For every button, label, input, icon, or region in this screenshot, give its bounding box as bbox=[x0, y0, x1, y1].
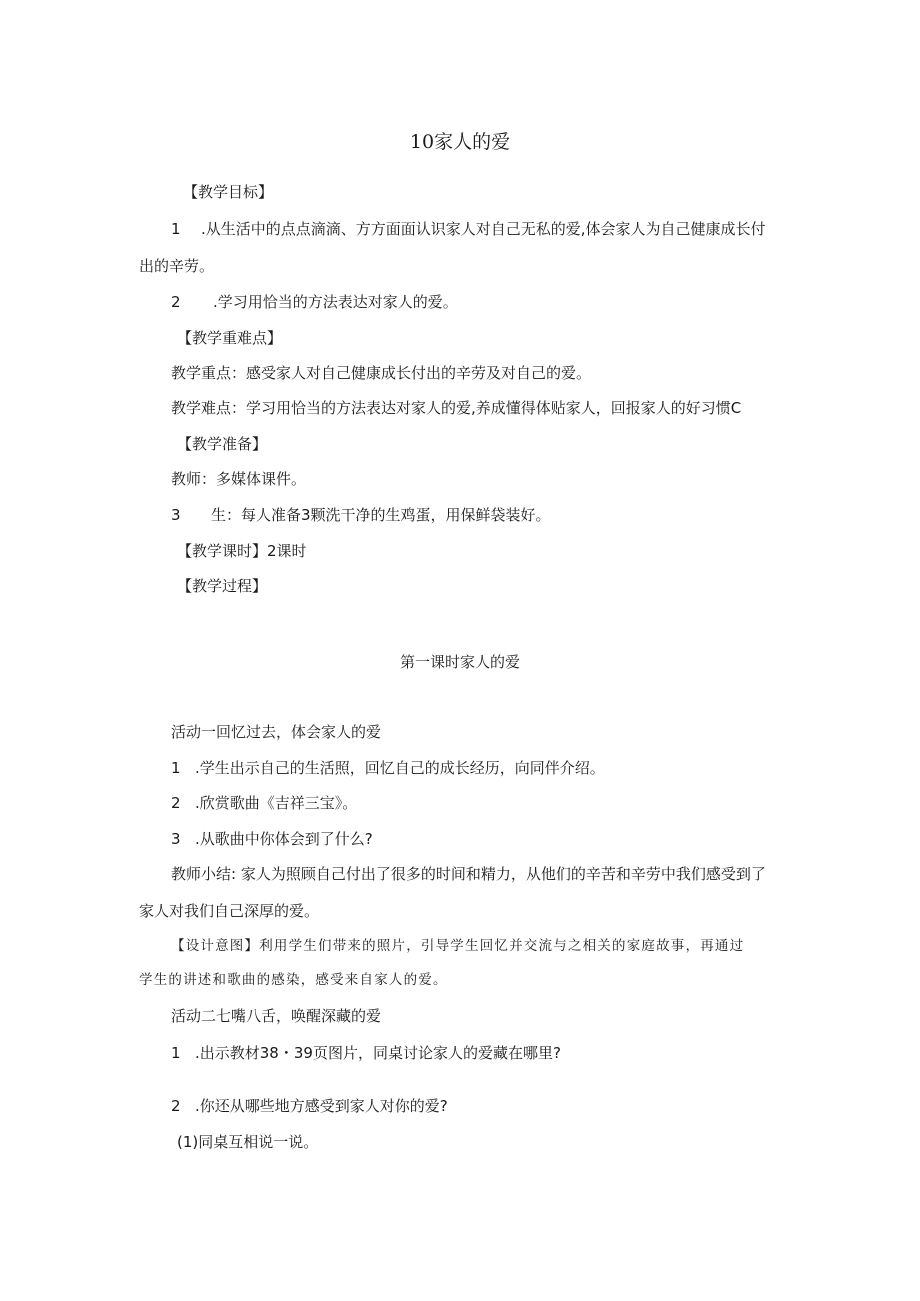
preparation-student bbox=[171, 505, 551, 525]
activity-2-item-1-number: 1 bbox=[171, 1044, 181, 1062]
activity-2-item-1-text: .出示教材38・39页图片，同桌讨论家人的爱藏在哪里? bbox=[195, 1044, 561, 1062]
activity-1-title: 活动一回忆过去，体会家人的爱 bbox=[171, 723, 382, 741]
goal-2-text: .学习用恰当的方法表达对家人的爱。 bbox=[213, 293, 458, 311]
process-heading: 【教学过程】 bbox=[177, 577, 268, 595]
lesson-1-title: 第一课时家人的爱 bbox=[399, 653, 520, 671]
activity-1-item-3-text: .从歌曲中你体会到了什么? bbox=[195, 830, 373, 848]
activity-1-item-2-number: 2 bbox=[171, 794, 181, 812]
key-point: 教学重点：感受家人对自己健康成长付出的辛劳及对自己的爱。 bbox=[171, 364, 592, 382]
activity-1-item-2-text: .欣赏歌曲《吉祥三宝》。 bbox=[195, 794, 358, 812]
preparation-student-number: 3 bbox=[171, 506, 181, 524]
activity-1-item-1 bbox=[171, 758, 605, 778]
goal-2-number: 2 bbox=[171, 293, 181, 311]
activity-1-item-3-number: 3 bbox=[171, 830, 181, 848]
preparation-student-text: 生：每人准备3颗洗干净的生鸡蛋，用保鲜袋装好。 bbox=[211, 506, 551, 524]
design-intent: 【设计意图】利用学生们带来的照片，引导学生回忆并交流与之相关的家庭故事，再通过 bbox=[171, 938, 745, 954]
teacher-summary-continuation: 家人对我们自己深厚的爱。 bbox=[139, 902, 320, 920]
teacher-summary: 教师小结: 家人为照顾自己付出了很多的时间和精力，从他们的辛苦和辛劳中我们感受到了 bbox=[171, 865, 766, 883]
activity-2-item-2-number: 2 bbox=[171, 1097, 181, 1115]
preparation-heading: 【教学准备】 bbox=[177, 435, 268, 453]
goal-1-continuation: 出的辛劳。 bbox=[139, 257, 215, 275]
activity-2-item-2-text: .你还从哪些地方感受到家人对你的爱? bbox=[195, 1097, 448, 1115]
activity-2-item-2 bbox=[171, 1096, 448, 1116]
activity-1-item-1-number: 1 bbox=[171, 759, 181, 777]
goal-item-1 bbox=[171, 219, 766, 239]
key-points-heading: 【教学重难点】 bbox=[177, 329, 283, 347]
activity-1-item-2 bbox=[171, 793, 357, 813]
document-title: 10家人的爱 bbox=[409, 131, 511, 153]
design-intent-continuation: 学生的讲述和歌曲的感染，感受来自家人的爱。 bbox=[139, 972, 448, 988]
activity-1-item-1-text: .学生出示自己的生活照，回忆自己的成长经历，向同伴介绍。 bbox=[195, 759, 605, 777]
activity-1-item-3 bbox=[171, 829, 373, 849]
goal-item-2 bbox=[171, 292, 458, 312]
difficult-point: 教学难点：学习用恰当的方法表达对家人的爱,养成懂得体贴家人，回报家人的好习惯C bbox=[171, 399, 742, 417]
activity-2-sub-item-1: (1)同桌互相说一说。 bbox=[177, 1133, 319, 1151]
class-hours: 【教学课时】2课时 bbox=[177, 542, 307, 560]
goal-1-text: .从生活中的点点滴滴、方方面面认识家人对自己无私的爱,体会家人为自己健康成长付 bbox=[201, 220, 766, 238]
activity-2-title: 活动二七嘴八舌，唤醒深藏的爱 bbox=[171, 1007, 382, 1025]
activity-2-item-1 bbox=[171, 1043, 561, 1063]
preparation-teacher: 教师：多媒体课件。 bbox=[171, 470, 307, 488]
goals-heading: 【教学目标】 bbox=[183, 183, 274, 201]
goal-1-number: 1 bbox=[171, 220, 181, 238]
